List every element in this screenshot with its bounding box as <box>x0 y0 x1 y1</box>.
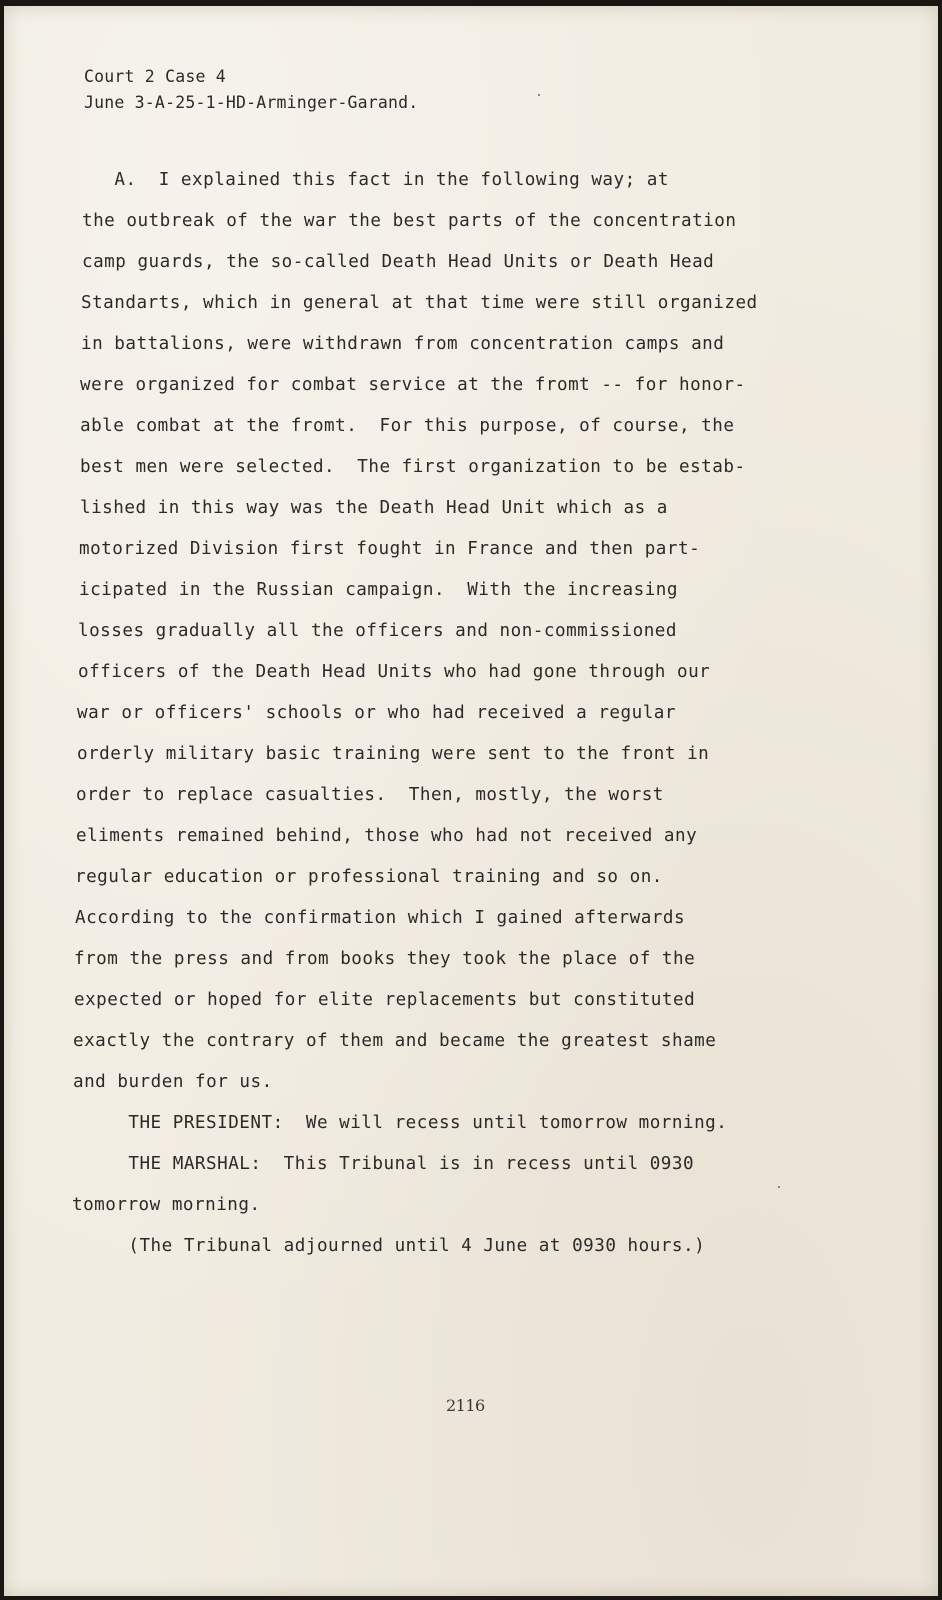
body-line: lished in this way was the Death Head Unit which as a <box>80 498 668 518</box>
body-line: THE PRESIDENT: We will recess until tomorrow morning. <box>84 1113 728 1133</box>
body-line: were organized for combat service at the fromt -- for honor- <box>80 375 746 395</box>
body-line: the outbreak of the war the best parts of the concentration <box>82 211 737 231</box>
paper-speck <box>538 94 540 96</box>
document-page <box>4 6 938 1596</box>
paper-speck <box>778 1186 780 1188</box>
body-line: and burden for us. <box>73 1072 273 1092</box>
body-line: best men were selected. The first organization to be estab- <box>80 457 746 477</box>
body-line: orderly military basic training were sent to the front in <box>77 744 710 764</box>
body-line: in battalions, were withdrawn from concentration camps and <box>81 334 725 354</box>
body-line: able combat at the fromt. For this purpose, of course, the <box>80 416 735 436</box>
body-line: (The Tribunal adjourned until 4 June at 0930 hours.) <box>84 1236 706 1256</box>
body-line: According to the confirmation which I gained afterwards <box>75 908 686 928</box>
body-line: regular education or professional training and so on. <box>75 867 663 887</box>
body-line: motorized Division first fought in France and then part- <box>79 539 701 559</box>
body-line: A. I explained this fact in the following way; at <box>70 170 669 190</box>
body-line: THE MARSHAL: This Tribunal is in recess until 0930 <box>84 1154 695 1174</box>
body-line: eliments remained behind, those who had not received any <box>76 826 698 846</box>
page-number: 2116 <box>446 1396 485 1415</box>
body-line: camp guards, the so-called Death Head Units or Death Head <box>82 252 715 272</box>
body-line: losses gradually all the officers and non-commissioned <box>78 621 677 641</box>
body-line: exactly the contrary of them and became the greatest shame <box>73 1031 717 1051</box>
body-line: order to replace casualties. Then, mostly, the worst <box>76 785 664 805</box>
body-line: tomorrow morning. <box>72 1195 261 1215</box>
body-line: officers of the Death Head Units who had gone through our <box>78 662 711 682</box>
body-line: expected or hoped for elite replacements but constituted <box>74 990 696 1010</box>
case-header-reference: June 3-A-25-1-HD-Arminger-Garand. <box>84 93 419 112</box>
body-line: war or officers' schools or who had received a regular <box>77 703 676 723</box>
case-header-court: Court 2 Case 4 <box>84 67 226 86</box>
body-line: Standarts, which in general at that time were still organized <box>81 293 758 313</box>
body-line: icipated in the Russian campaign. With the increasing <box>79 580 678 600</box>
body-line: from the press and from books they took the place of the <box>74 949 696 969</box>
